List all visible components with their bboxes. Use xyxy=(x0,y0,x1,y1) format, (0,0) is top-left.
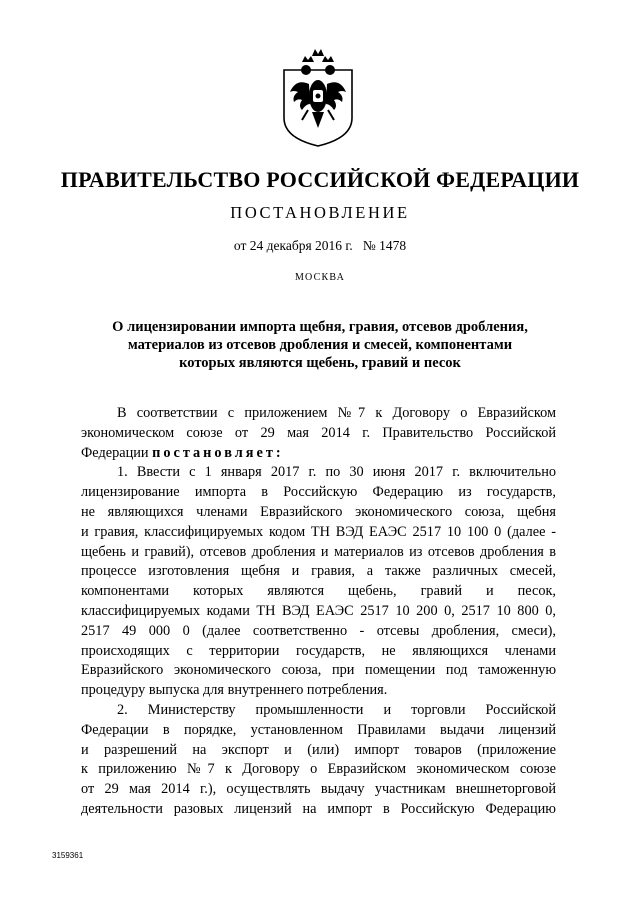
title-line: материалов из отсевов дробления и смесей, компонентами xyxy=(127,337,513,353)
document-type: ПОСТАНОВЛЕНИЕ xyxy=(230,203,410,222)
government-heading: ПРАВИТЕЛЬСТВО РОССИЙСКОЙ ФЕДЕРАЦИИ xyxy=(60,167,580,192)
title-line: которых являются щебень, гравий и песок xyxy=(179,355,461,371)
body-line: щебень и гравий), отсевов дробления и материалов из отсевов дробления в xyxy=(81,543,556,560)
body-line: происходящих с территории государств, не являющихся членами xyxy=(81,642,556,659)
body-line: процессе изготовления щебня и гравия, а также различных смесей, xyxy=(81,563,556,580)
document-title xyxy=(90,318,550,372)
body-line: от 29 мая 2014 г.), осуществлять выдачу участникам внешнеторговой xyxy=(81,781,556,798)
body-line: 2. Министерству промышленности и торговли Российской xyxy=(117,701,556,718)
document-number: № 1478 xyxy=(362,238,407,253)
body-line: В соответствии с приложением №7 к Договору о Евразийском xyxy=(117,405,556,421)
body-line: Евразийского экономического союза, при помещении под таможенную xyxy=(81,662,556,679)
body-line: компонентами которых являются щебень, гравий и песок, xyxy=(81,583,556,600)
document-code: 3159361 xyxy=(52,851,84,860)
body-line: и разрешений на экспорт и (или) импорт товаров (приложение xyxy=(81,741,556,758)
body-line: и гравия, классифицируемых кодом ТН ВЭД ЕАЭС 2517 10 100 0 (далее - xyxy=(81,523,556,540)
body-line: классифицируемых кодами ТН ВЭД ЕАЭС 2517 10 200 0, 2517 10 800 0, xyxy=(81,602,556,619)
body-line: 1. Ввести с 1 января 2017 г. по 30 июня 2017 г. включительно xyxy=(117,464,556,481)
coat-of-arms-icon xyxy=(278,48,358,148)
decree-word: постановляет: xyxy=(152,444,284,461)
body-line: Федерации в порядке, установленном Правилами выдачи лицензий xyxy=(81,721,556,738)
document-city: МОСКВА xyxy=(294,272,346,283)
body-line: экономическом союзе от 29 мая 2014 г. Правительство Российской xyxy=(81,424,556,441)
body-line: 2517 49 000 0 (далее соответственно - отсевы дробления, смеси), xyxy=(81,622,556,639)
document-date-line xyxy=(0,238,640,254)
body-line-text: Федерации xyxy=(81,444,149,461)
document-body xyxy=(81,404,556,820)
body-line: деятельности разовых лицензий на импорт в Российскую Федерацию xyxy=(81,800,556,817)
body-line: лицензирование импорта в Российскую Федерацию из государств, xyxy=(81,484,556,501)
document-date: от 24 декабря 2016 г. xyxy=(233,238,353,253)
body-line-decree xyxy=(81,444,556,464)
title-line: О лицензировании импорта щебня, гравия, отсевов дробления, xyxy=(112,319,528,335)
body-line: процедуру выпуска для внутреннего потребления. xyxy=(81,682,388,699)
body-line: не являющихся членами Евразийского экономического союза, щебня xyxy=(81,503,556,520)
body-line: к приложению №7 к Договору о Евразийском экономическом союзе xyxy=(81,761,556,778)
